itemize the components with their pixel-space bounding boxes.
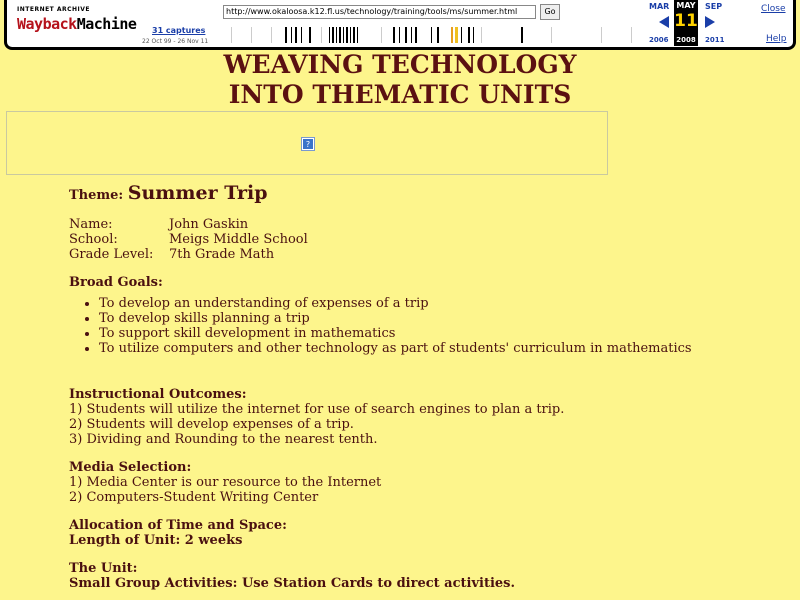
wayback-toolbar [4, 0, 796, 50]
goals-heading: Broad Goals: [69, 275, 163, 290]
current-month: MAY [676, 1, 696, 10]
info-row [69, 217, 789, 232]
info-key: School: [69, 232, 118, 247]
unit-heading: The Unit: [69, 561, 138, 576]
calendar-nav [645, 0, 735, 46]
list-item: 1) Media Center is our resource to the Internet [69, 475, 382, 490]
captures-link[interactable]: 31 captures [152, 26, 206, 35]
list-item: • To support skill development in mathematics [99, 326, 789, 341]
broken-image-icon[interactable]: ? [302, 138, 314, 150]
next-arrow-icon[interactable] [705, 16, 715, 28]
prev-month-link[interactable]: MAR [649, 2, 670, 11]
goals-list [69, 296, 789, 356]
logo-machine-text: Machine [76, 15, 137, 33]
prev-year-link[interactable]: 2006 [649, 36, 669, 44]
current-day: 11 [674, 11, 698, 31]
close-link[interactable]: Close [761, 4, 786, 14]
next-month-link[interactable]: SEP [705, 2, 723, 11]
go-button[interactable]: Go [540, 4, 560, 20]
current-capture [674, 0, 698, 46]
allocation-text: Length of Unit: 2 weeks [69, 533, 243, 548]
list-item: 2) Computers-Student Writing Center [69, 490, 319, 505]
unit-text: Small Group Activities: Use Station Cards to direct activities. [69, 576, 515, 591]
page-title [0, 50, 800, 110]
theme-heading [69, 182, 789, 204]
theme-label: Theme: [69, 188, 124, 203]
list-item: • To develop skills planning a trip [99, 311, 789, 326]
list-item: 3) Dividing and Rounding to the nearest tenth. [69, 432, 378, 447]
capture-sparkline[interactable] [221, 25, 641, 45]
info-value: Meigs Middle School [169, 232, 308, 247]
logo-top-text: INTERNET ARCHIVE [17, 6, 91, 13]
info-value: 7th Grade Math [169, 247, 275, 262]
wayback-logo[interactable] [17, 6, 137, 42]
list-item: 1) Students will utilize the internet for use of search engines to plan a trip. [69, 402, 565, 417]
title-line-2: INTO THEMATIC UNITS [228, 80, 572, 109]
info-row [69, 232, 789, 247]
page-content [69, 182, 789, 591]
url-input[interactable]: http://www.okaloosa.k12.fl.us/technology/training/tools/ms/summer.html [223, 5, 536, 19]
theme-value: Summer Trip [127, 182, 268, 204]
list-item: • To utilize computers and other technology as part of students' curriculum in mathematics [99, 341, 789, 356]
prev-arrow-icon[interactable] [659, 16, 669, 28]
media-heading: Media Selection: [69, 460, 192, 475]
title-line-1: WEAVING TECHNOLOGY [223, 50, 577, 79]
list-item: • To develop an understanding of expenses of a trip [99, 296, 789, 311]
info-value: John Gaskin [169, 217, 249, 232]
info-row [69, 247, 789, 262]
allocation-heading: Allocation of Time and Space: [69, 518, 287, 533]
next-year-link[interactable]: 2011 [705, 36, 725, 44]
capture-range: 22 Oct 99 - 26 Nov 11 [142, 38, 209, 45]
info-key: Grade Level: [69, 247, 154, 262]
teacher-info [69, 217, 789, 262]
list-item: 2) Students will develop expenses of a trip. [69, 417, 354, 432]
help-link[interactable]: Help [766, 34, 787, 44]
banner-frame [6, 111, 608, 175]
info-key: Name: [69, 217, 113, 232]
outcomes-heading: Instructional Outcomes: [69, 387, 247, 402]
logo-wayback-text: Wayback [17, 15, 77, 33]
current-year: 2008 [676, 36, 696, 44]
